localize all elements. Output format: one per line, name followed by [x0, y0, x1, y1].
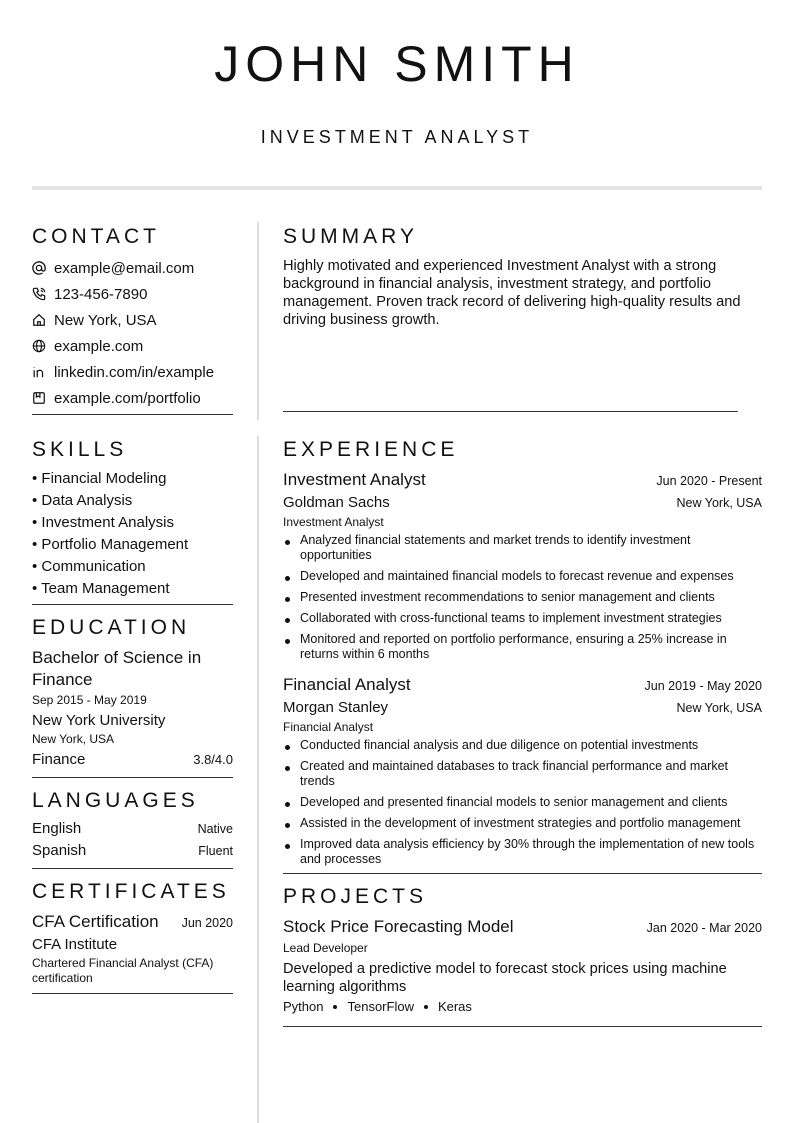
job-dates: Jun 2020 - Present	[656, 474, 762, 488]
certificate-name: CFA Certification	[32, 912, 159, 931]
project-title-row	[283, 916, 762, 938]
languages-divider	[32, 868, 233, 869]
summary-heading: SUMMARY	[283, 225, 418, 248]
contact-linkedin[interactable]	[32, 359, 233, 385]
language-name: English	[32, 820, 82, 837]
contact-linkedin-text: linkedin.com/in/example	[54, 363, 215, 381]
skills-heading: SKILLS	[32, 438, 128, 461]
projects-heading: PROJECTS	[283, 885, 428, 908]
job-bullet: Assisted in the development of investment strategies and portfolio management	[283, 816, 762, 831]
project-tags	[283, 998, 762, 1016]
home-icon	[32, 313, 46, 327]
skill-item: • Investment Analysis	[32, 514, 174, 531]
job-bullets	[283, 738, 762, 867]
education-heading: EDUCATION	[32, 616, 191, 639]
education-field: Finance	[32, 751, 86, 768]
experience-job	[283, 469, 762, 662]
experience-job	[283, 674, 762, 867]
certificates-heading: CERTIFICATES	[32, 880, 230, 903]
education-degree: Bachelor of Science in Finance	[32, 648, 202, 689]
job-title-row	[283, 469, 762, 491]
skill-item: • Portfolio Management	[32, 536, 189, 553]
job-location: New York, USA	[676, 496, 762, 510]
contact-website[interactable]	[32, 333, 233, 359]
contact-location	[32, 307, 233, 333]
contact-phone-text: 123-456-7890	[54, 285, 148, 303]
certificate-description: Chartered Financial Analyst (CFA) certification	[32, 956, 214, 985]
language-level: Native	[197, 822, 233, 836]
skill-item: • Communication	[32, 558, 146, 575]
education-dates: Sep 2015 - May 2019	[32, 693, 147, 707]
left-column-lower	[32, 437, 233, 994]
summary-text: Highly motivated and experienced Investment Analyst with a strong background in financial analysis, investment strategy, and portfolio management. Proven track record of delivering high-quality results and driving business growth.	[283, 258, 741, 328]
job-bullet: Collaborated with cross-functional teams to implement investment strategies	[283, 611, 762, 626]
job-role: Financial Analyst	[283, 720, 374, 734]
certificate-issuer: CFA Institute	[32, 936, 118, 953]
at-icon	[32, 261, 46, 275]
skills-divider	[32, 604, 233, 605]
skill-item: • Team Management	[32, 580, 170, 597]
job-bullets	[283, 533, 762, 662]
job-bullet: Monitored and reported on portfolio performance, ensuring a 25% increase in returns within 6 months	[283, 632, 762, 662]
contact-website-text: example.com	[54, 337, 144, 355]
summary-divider	[283, 411, 738, 412]
contact-divider	[32, 414, 233, 415]
job-title: INVESTMENT ANALYST	[260, 127, 534, 147]
contact-location-text: New York, USA	[54, 311, 157, 329]
portfolio-icon	[32, 391, 46, 405]
education-school: New York University	[32, 712, 166, 729]
job-dates: Jun 2019 - May 2020	[644, 679, 762, 693]
job-title-row	[283, 674, 762, 696]
phone-icon	[32, 287, 46, 301]
contact-phone[interactable]	[32, 281, 233, 307]
education-location: New York, USA	[32, 732, 115, 746]
right-column-lower	[283, 437, 762, 1027]
job-location: New York, USA	[676, 701, 762, 715]
job-bullet: Developed and maintained financial models to forecast revenue and expenses	[283, 569, 762, 584]
job-bullet: Conducted financial analysis and due diligence on potential investments	[283, 738, 762, 753]
contact-email[interactable]	[32, 255, 233, 281]
experience-divider	[283, 873, 762, 874]
globe-icon	[32, 339, 46, 353]
job-title: Financial Analyst	[283, 675, 411, 694]
job-title: Investment Analyst	[283, 470, 426, 489]
education-gpa: 3.8/4.0	[193, 752, 233, 767]
job-bullet: Analyzed financial statements and market trends to identify investment opportunities	[283, 533, 762, 563]
language-item	[32, 841, 233, 863]
contact-email-text: example@email.com	[54, 259, 195, 277]
column-divider-top	[257, 222, 259, 420]
education-field-row	[32, 750, 233, 770]
job-bullet: Created and maintained databases to track financial performance and market trends	[283, 759, 762, 789]
language-level: Fluent	[198, 844, 233, 858]
job-role: Investment Analyst	[283, 515, 384, 529]
job-bullet: Presented investment recommendations to senior management and clients	[283, 590, 762, 605]
contact-portfolio[interactable]	[32, 385, 233, 411]
skill-item: • Financial Modeling	[32, 470, 167, 487]
summary-section	[283, 224, 762, 329]
projects-divider	[283, 1026, 762, 1027]
skills-list	[32, 468, 233, 600]
project-tag: TensorFlow	[347, 999, 414, 1014]
tag-separator	[424, 1005, 428, 1009]
job-bullet: Improved data analysis efficiency by 30% through the implementation of new tools and processes	[283, 837, 762, 867]
candidate-name: JOHN SMITH	[214, 36, 580, 92]
certificates-divider	[32, 993, 233, 994]
header-divider	[32, 186, 762, 190]
contact-section	[32, 224, 233, 415]
project-description: Developed a predictive model to forecast stock prices using machine learning algorithms	[283, 961, 727, 995]
project-name: Stock Price Forecasting Model	[283, 917, 514, 936]
tag-separator	[333, 1005, 337, 1009]
project-tag: Keras	[437, 999, 472, 1014]
language-name: Spanish	[32, 842, 87, 859]
project-tag: Python	[283, 999, 324, 1014]
project-dates: Jan 2020 - Mar 2020	[646, 921, 762, 935]
experience-heading: EXPERIENCE	[283, 438, 459, 461]
job-bullet: Developed and presented financial models to senior management and clients	[283, 795, 762, 810]
languages-heading: LANGUAGES	[32, 789, 199, 812]
job-company: Goldman Sachs	[283, 494, 390, 511]
education-divider	[32, 777, 233, 778]
language-item	[32, 819, 233, 841]
job-company: Morgan Stanley	[283, 699, 389, 716]
project-role: Lead Developer	[283, 941, 368, 955]
languages-list	[32, 819, 233, 863]
skill-item: • Data Analysis	[32, 492, 133, 509]
certificate-date: Jun 2020	[181, 916, 233, 930]
contact-portfolio-text: example.com/portfolio	[54, 389, 201, 407]
column-divider-bottom	[257, 436, 259, 1123]
linkedin-icon	[32, 365, 46, 379]
job-company-row	[283, 493, 762, 513]
certificate-title-row	[32, 911, 233, 933]
contact-heading: CONTACT	[32, 225, 160, 248]
job-company-row	[283, 698, 762, 718]
